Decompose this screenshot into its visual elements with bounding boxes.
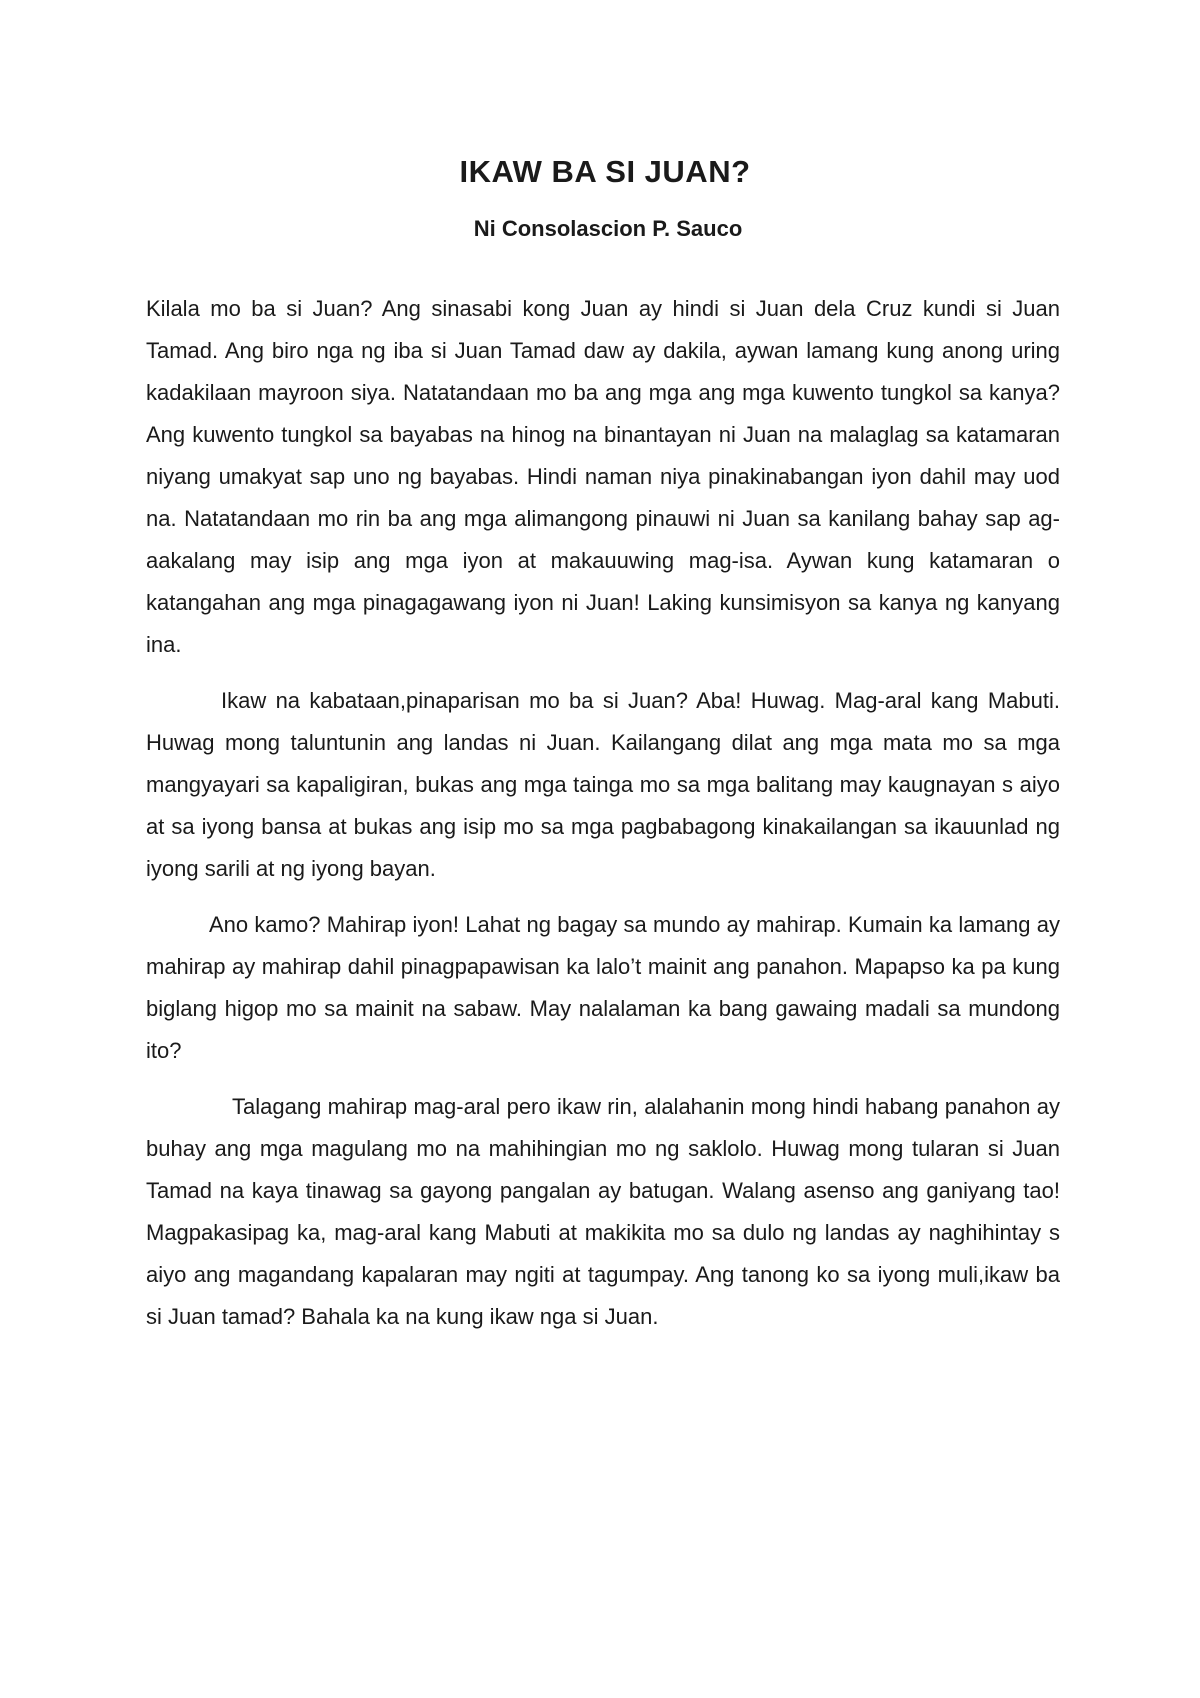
- paragraph-1: Kilala mo ba si Juan? Ang sinasabi kong Juan ay hindi si Juan dela Cruz kundi si Juan Tamad. Ang biro nga ng iba si Juan Tamad daw ay dakila, aywan lamang kung anong uring kadakilaan mayroon siya. Natatandaan mo ba ang mga ang mga kuwento tungkol sa kanya? Ang kuwento tungkol sa bayabas na hinog na binantayan ni Juan na malaglag sa katamaran niyang umakyat sap uno ng bayabas. Hindi naman niya pinakinabangan iyon dahil may uod na. Natatandaan mo rin ba ang mga alimangong pinauwi ni Juan sa kanilang bahay sap ag-aakalang may isip ang mga iyon at makauuwing mag-isa. Aywan kung katamaran o katangahan ang mga pinagagawang iyon ni Juan! Laking kunsimisyon sa kanya ng kanyang ina.: [146, 296, 1060, 657]
- paragraph-3: Ano kamo? Mahirap iyon! Lahat ng bagay sa mundo ay mahirap. Kumain ka lamang ay mahirap ay mahirap dahil pinagpapawisan ka lalo’t mainit ang panahon. Mapapso ka pa kung biglang higop mo sa mainit na sabaw. May nalalaman ka bang gawaing madali sa mundong ito?: [146, 912, 1060, 1063]
- document-body: [146, 288, 1060, 1338]
- paragraph-2: Ikaw na kabataan,pinaparisan mo ba si Juan? Aba! Huwag. Mag-aral kang Mabuti. Huwag mong taluntunin ang landas ni Juan. Kailangang dilat ang mga mata mo sa mga mangyayari sa kapaligiran, bukas ang mga tainga mo sa mga balitang may kaugnayan s aiyo at sa iyong bansa at bukas ang isip mo sa mga pagbabagong kinakailangan sa ikauunlad ng iyong sarili at ng iyong bayan.: [146, 688, 1060, 881]
- paragraph-4: Talagang mahirap mag-aral pero ikaw rin, alalahanin mong hindi habang panahon ay buhay ang mga magulang mo na mahihingian mo ng saklolo. Huwag mong tularan si Juan Tamad na kaya tinawag sa gayong pangalan ay batugan. Walang asenso ang ganiyang tao! Magpakasipag ka, mag-aral kang Mabuti at makikita mo sa dulo ng landas ay naghihintay s aiyo ang magandang kapalaran may ngiti at tagumpay. Ang tanong ko sa iyong muli,ikaw ba si Juan tamad? Bahala ka na kung ikaw nga si Juan.: [146, 1094, 1060, 1329]
- author-byline: Ni Consolascion P. Sauco: [473, 216, 743, 241]
- document-title: IKAW BA SI JUAN?: [459, 154, 751, 189]
